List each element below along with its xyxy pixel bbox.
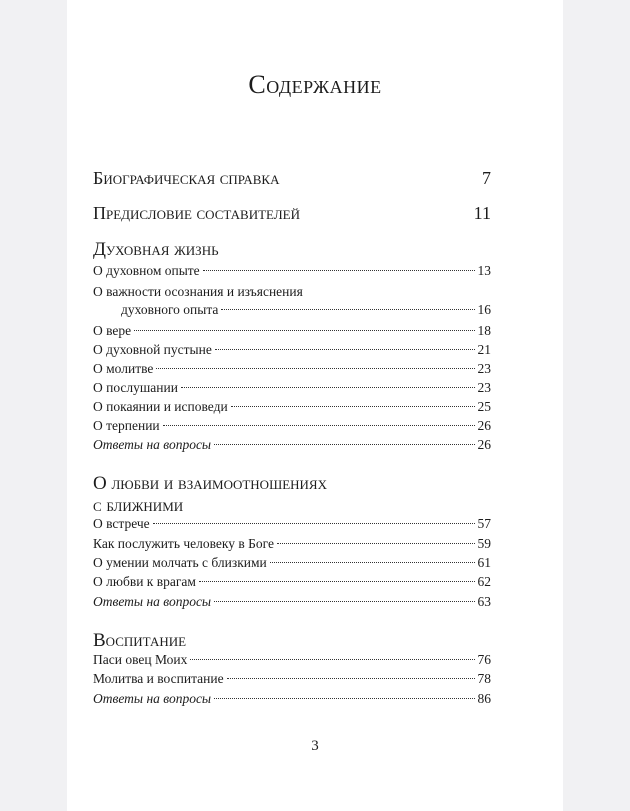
toc-entry-page: 76 [477, 652, 491, 667]
toc-entry-label: О умении молчать с близкими [93, 555, 267, 570]
toc-entry-page: 78 [477, 671, 491, 686]
dot-leader [190, 659, 474, 660]
toc-entry [93, 361, 491, 379]
toc-entry [93, 302, 491, 320]
toc-entry-label: О встрече [93, 516, 150, 531]
toc-entry-biography [93, 168, 491, 189]
section-heading-love: О любви и взаимоотношениях [93, 473, 327, 494]
toc-entry-label: Ответы на вопросы [93, 594, 212, 609]
toc-entry [93, 399, 491, 417]
toc-entry-page: 61 [477, 555, 491, 570]
toc-entry-page: 7 [482, 168, 491, 188]
toc-entry-label: Молитва и воспитание [93, 671, 224, 686]
dot-leader [215, 349, 475, 350]
toc-entry-label: О вере [93, 323, 132, 338]
toc-entry-label: Биографическая справка [93, 168, 280, 188]
toc-entry [93, 418, 491, 436]
section-heading-spiritual-life: Духовная жизнь [93, 239, 219, 260]
toc-entry [93, 691, 491, 709]
dot-leader [203, 270, 475, 271]
toc-entry [93, 323, 491, 341]
toc-entry-label: Ответы на вопросы [93, 437, 212, 452]
toc-entry [93, 342, 491, 360]
toc-entry-page: 13 [477, 263, 491, 278]
toc-entry-page: 86 [477, 691, 491, 706]
page-number: 3 [311, 738, 319, 754]
toc-entry-page: 21 [477, 342, 491, 357]
toc-entry-label: духовного опыта [121, 302, 219, 317]
toc-entry-page: 16 [477, 302, 491, 317]
page-title: Содержание [248, 70, 382, 99]
book-page [67, 0, 563, 811]
dot-leader [227, 678, 475, 679]
dot-leader [163, 425, 475, 426]
dot-leader [199, 581, 475, 582]
toc-entry-page: 18 [477, 323, 491, 338]
toc-entry-label: О любви к врагам [93, 574, 196, 589]
toc-entry-label: О духовной пустыне [93, 342, 212, 357]
toc-entry-page: 23 [477, 361, 491, 376]
toc-entry-label: Ответы на вопросы [93, 691, 212, 706]
toc-entry-label: Предисловие составителей [93, 203, 300, 223]
toc-entry-label: О важности осознания и изъяснения [93, 284, 303, 299]
toc-entry-label: О послушании [93, 380, 178, 395]
toc-entry [93, 536, 491, 554]
toc-entry-label: Как послужить человеку в Боге [93, 536, 274, 551]
dot-leader [214, 444, 474, 445]
toc-entry-label: О духовном опыте [93, 263, 200, 278]
toc-entry-preface [93, 203, 491, 224]
dot-leader [156, 368, 474, 369]
toc-entry [93, 516, 491, 534]
section-heading-upbringing: Воспитание [93, 630, 187, 651]
toc-entry-label: О молитве [93, 361, 154, 376]
toc-entry-page: 26 [477, 437, 491, 452]
toc-entry [93, 652, 491, 670]
dot-leader [134, 330, 474, 331]
dot-leader [214, 698, 474, 699]
toc-entry-label: Паси овец Моих [93, 652, 188, 667]
dot-leader [270, 562, 475, 563]
toc-entry [93, 380, 491, 398]
section-heading-love-line2: с ближними [93, 495, 184, 516]
toc-entry-page: 63 [477, 594, 491, 609]
toc-entry-page: 59 [477, 536, 491, 551]
toc-entry-page: 11 [473, 203, 491, 223]
toc-entry-label: О терпении [93, 418, 160, 433]
toc-entry [93, 555, 491, 573]
toc-entry [93, 671, 491, 689]
toc-entry-page: 62 [477, 574, 491, 589]
toc-entry-page: 25 [477, 399, 491, 414]
toc-entry [93, 594, 491, 612]
toc-entry-page: 26 [477, 418, 491, 433]
dot-leader [277, 543, 475, 544]
toc-entry-page: 57 [477, 516, 491, 531]
dot-leader [181, 387, 475, 388]
dot-leader [231, 406, 475, 407]
toc-entry-label: О покаянии и исповеди [93, 399, 228, 414]
dot-leader [153, 523, 475, 524]
toc-entry-page: 23 [477, 380, 491, 395]
toc-entry [93, 437, 491, 455]
toc-entry [93, 263, 491, 281]
toc-entry [93, 574, 491, 592]
dot-leader [221, 309, 474, 310]
dot-leader [214, 601, 474, 602]
